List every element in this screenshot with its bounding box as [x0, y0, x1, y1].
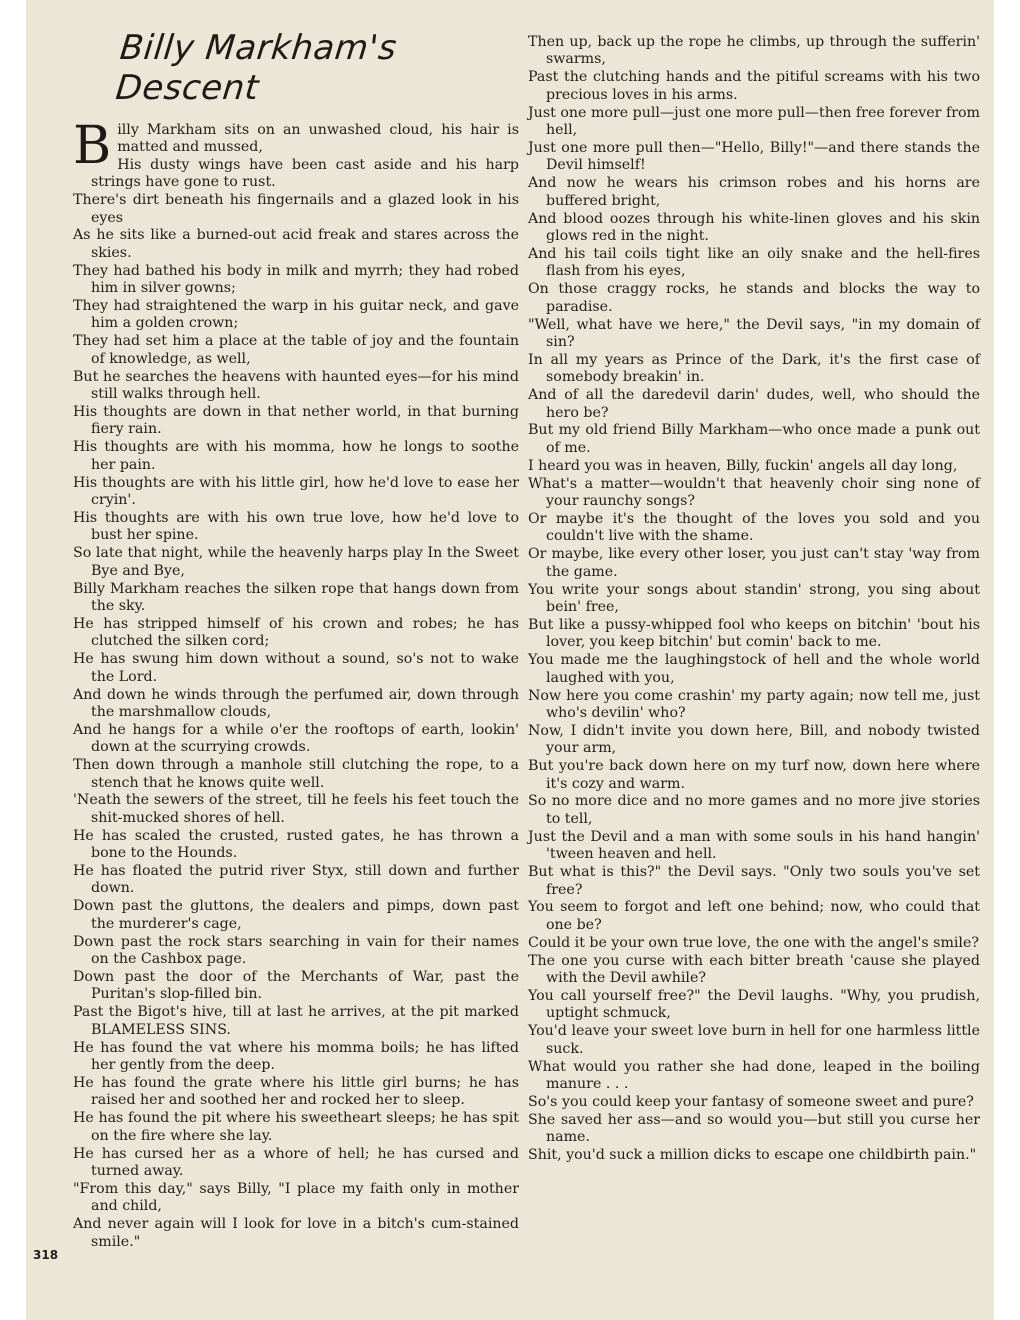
poem-title: Billy Markham's Descent: [113, 28, 399, 108]
verse-line: Then down through a manhole still clutching the rope, to a stench that he knows quite well.: [73, 757, 519, 791]
opening-line-1: illy Markham sits on an unwashed cloud, his hair is matted and mussed,: [117, 122, 519, 156]
verse-line: "Well, what have we here," the Devil says, "in my domain of sin?: [528, 316, 980, 350]
verse-line: Now, I didn't invite you down here, Bill, and nobody twisted your arm,: [528, 722, 980, 757]
verse-line: Now here you come crashin' my party again; now tell me, just who's devilin' who?: [528, 687, 980, 721]
verse-line: They had bathed his body in milk and myrrh; they had robed him in silver gowns;: [73, 262, 519, 297]
verse-line: They had straightened the warp in his guitar neck, and gave him a golden crown;: [73, 298, 519, 332]
verse-line: You seem to forgot and left one behind; now, who could that one be?: [528, 899, 980, 933]
verse-line: He has found the pit where his sweetheart sleeps; he has spit on the fire where she lay.: [73, 1110, 519, 1144]
verse-line: And now he wears his crimson robes and his horns are buffered bright,: [528, 175, 980, 209]
verse-line: Shit, you'd suck a million dicks to escape one childbirth pain.": [528, 1147, 977, 1164]
verse-line: Just one more pull—just one more pull—then free forever from hell,: [528, 104, 980, 139]
left-column: [73, 116, 519, 1252]
right-column: [528, 34, 980, 1165]
verse-line: So no more dice and no more games and no more jive stories to tell,: [528, 793, 980, 827]
verse-line: Billy Markham reaches the silken rope that hangs down from the sky.: [73, 580, 519, 614]
magazine-page: [26, 0, 994, 1320]
verse-line: There's dirt beneath his fingernails and a glazed look in his eyes: [73, 192, 519, 226]
verse-line: He has floated the putrid river Styx, still down and further down.: [73, 863, 519, 897]
verse-line: On those craggy rocks, he stands and blocks the way to paradise.: [528, 281, 980, 315]
verse-line: And of all the daredevil darin' dudes, well, who should the hero be?: [528, 387, 980, 421]
verse-line: And blood oozes through his white-linen gloves and his skin glows red in the night.: [528, 210, 980, 244]
page-number: 318: [33, 1248, 59, 1262]
verse-line: Just one more pull then—"Hello, Billy!"—and there stands the Devil himself!: [528, 139, 980, 174]
verse-line: I heard you was in heaven, Billy, fuckin' angels all day long,: [528, 457, 958, 474]
verse-line: But he searches the heavens with haunted eyes—for his mind still walks through hell.: [73, 368, 519, 403]
verse-line: She saved her ass—and so would you—but still you curse her name.: [528, 1111, 980, 1146]
verse-line: He has stripped himself of his crown and robes; he has clutched the silken cord;: [73, 615, 519, 650]
right-verse-list: [528, 34, 980, 1165]
verse-line: Just the Devil and a man with some souls in his hand hangin' 'tween heaven and hell.: [528, 828, 980, 863]
verse-line: You'd leave your sweet love burn in hell for one harmless little suck.: [528, 1023, 980, 1057]
verse-line: You write your songs about standin' strong, you sing about bein' free,: [528, 581, 980, 615]
verse-line: But what is this?" the Devil says. "Only two souls you've set free?: [528, 864, 980, 898]
verse-line: His thoughts are with his little girl, how he'd love to ease her cryin'.: [73, 474, 519, 509]
verse-line: In all my years as Prince of the Dark, it's the first case of somebody breakin' in.: [528, 351, 980, 386]
drop-cap: B: [73, 116, 112, 176]
verse-line: And never again will I look for love in a bitch's cum-stained smile.": [73, 1216, 519, 1250]
verse-line: 'Neath the sewers of the street, till he feels his feet touch the shit-mucked shores of hell.: [73, 792, 519, 826]
verse-line: So late that night, while the heavenly harps play In the Sweet Bye and Bye,: [73, 545, 519, 579]
verse-line: "From this day," says Billy, "I place my faith only in mother and child,: [73, 1180, 519, 1215]
verse-line: Then up, back up the rope he climbs, up through the sufferin' swarms,: [528, 34, 980, 68]
verse-line: But you're back down here on my turf now, down here where it's cozy and warm.: [528, 758, 980, 792]
left-verse-list: [73, 192, 519, 1251]
verse-line: But like a pussy-whipped fool who keeps on bitchin' 'bout his lover, you keep bitchin' but comin' back to me.: [528, 616, 980, 651]
verse-line: Or maybe, like every other loser, you just can't stay 'way from the game.: [528, 546, 980, 580]
verse-line: Down past the door of the Merchants of War, past the Puritan's slop-filled bin.: [73, 969, 519, 1003]
verse-line: Could it be your own true love, the one with the angel's smile?: [528, 934, 979, 951]
verse-line: Past the Bigot's hive, till at last he arrives, at the pit marked BLAMELESS SINS.: [73, 1004, 519, 1038]
verse-line: He has scaled the crusted, rusted gates, he has thrown a bone to the Hounds.: [73, 827, 519, 862]
verse-line: And he hangs for a while o'er the rooftops of earth, lookin' down at the scurrying crowds.: [73, 721, 519, 756]
verse-line: As he sits like a burned-out acid freak and stares across the skies.: [73, 227, 519, 261]
verse-line: And his tail coils tight like an oily snake and the hell-fires flash from his eyes,: [528, 245, 980, 280]
verse-line: What would you rather she had done, leaped in the boiling manure . . .: [528, 1058, 980, 1092]
verse-line: He has cursed her as a whore of hell; he has cursed and turned away.: [73, 1145, 519, 1179]
verse-line: His thoughts are down in that nether world, in that burning fiery rain.: [73, 404, 519, 438]
verse-line: They had set him a place at the table of joy and the fountain of knowledge, as well,: [73, 333, 519, 367]
verse-line: The one you curse with each bitter breath 'cause she played with the Devil awhile?: [528, 952, 980, 987]
verse-line: Down past the gluttons, the dealers and pimps, down past the murderer's cage,: [73, 898, 519, 932]
verse-line: What's a matter—wouldn't that heavenly choir sing none of your raunchy songs?: [528, 475, 980, 510]
verse-line: You made me the laughingstock of hell and the whole world laughed with you,: [528, 652, 980, 686]
verse-line: But my old friend Billy Markham—who once made a punk out of me.: [528, 422, 980, 456]
verse-line: He has found the grate where his little girl burns; he has raised her and soothed her and rocked her to sleep.: [73, 1074, 519, 1109]
verse-line: He has found the vat where his momma boils; he has lifted her gently from the deep.: [73, 1039, 519, 1074]
verse-line: Past the clutching hands and the pitiful screams with his two precious loves in his arms.: [528, 69, 980, 103]
verse-line: Down past the rock stars searching in vain for their names on the Cashbox page.: [73, 933, 519, 968]
verse-line: He has swung him down without a sound, so's not to wake the Lord.: [73, 651, 519, 685]
verse-line: You call yourself free?" the Devil laughs. "Why, you prudish, uptight schmuck,: [528, 987, 980, 1022]
opening-line-2: His dusty wings have been cast aside and his harp strings have gone to rust.: [91, 156, 519, 191]
verse-line: His thoughts are with his momma, how he longs to soothe her pain.: [73, 439, 519, 473]
verse-line: So's you could keep your fantasy of someone sweet and pure?: [528, 1093, 974, 1110]
verse-line: His thoughts are with his own true love, how he'd love to bust her spine.: [73, 509, 519, 544]
opening-stanza: [73, 116, 519, 192]
verse-line: And down he winds through the perfumed air, down through the marshmallow clouds,: [73, 686, 519, 720]
verse-line: Or maybe it's the thought of the loves you sold and you couldn't live with the shame.: [528, 510, 980, 545]
